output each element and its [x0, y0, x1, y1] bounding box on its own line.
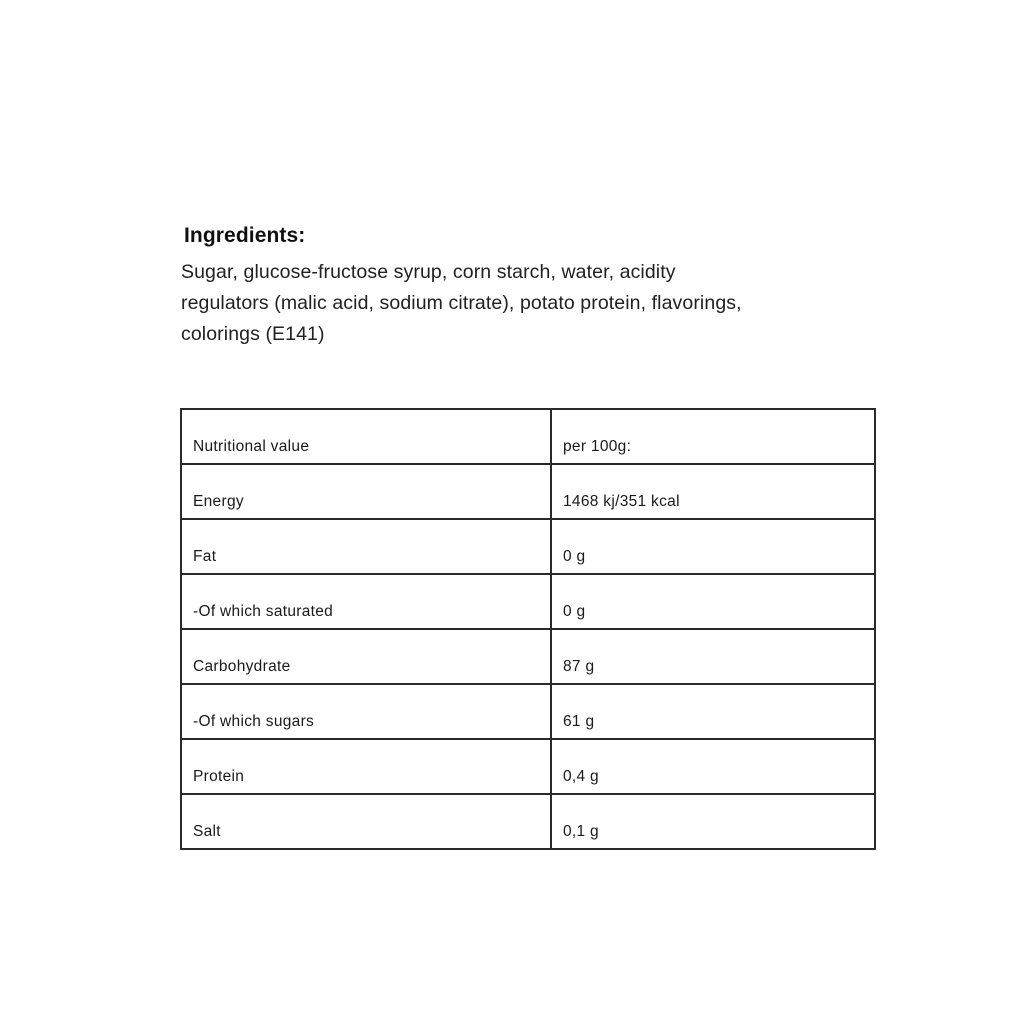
nutrition-row-energy — [181, 464, 875, 519]
nutrient-label: Protein — [181, 739, 551, 794]
per-100g-header: per 100g: — [551, 409, 875, 464]
nutrition-row-carbohydrate — [181, 629, 875, 684]
nutrition-header-row — [181, 409, 875, 464]
nutrient-label: -Of which saturated — [181, 574, 551, 629]
nutrient-value: 1468 kj/351 kcal — [551, 464, 875, 519]
nutrition-row-fat — [181, 519, 875, 574]
nutrient-value: 0 g — [551, 519, 875, 574]
ingredients-line-1: Sugar, glucose-fructose syrup, corn starch, water, acidity — [181, 261, 676, 283]
nutrient-label: Fat — [181, 519, 551, 574]
nutrient-value: 0,1 g — [551, 794, 875, 849]
nutrient-value: 0,4 g — [551, 739, 875, 794]
ingredients-line-3: colorings (E141) — [181, 323, 325, 345]
nutrient-value: 0 g — [551, 574, 875, 629]
nutrition-row-saturated — [181, 574, 875, 629]
ingredients-paragraph — [181, 257, 742, 350]
nutrition-table — [180, 408, 876, 850]
nutrient-label: Carbohydrate — [181, 629, 551, 684]
nutrition-row-protein — [181, 739, 875, 794]
nutrition-row-salt — [181, 794, 875, 849]
nutrient-value: 61 g — [551, 684, 875, 739]
ingredients-heading: Ingredients: — [184, 224, 306, 247]
nutrient-label: -Of which sugars — [181, 684, 551, 739]
nutrition-table-body — [181, 409, 875, 849]
nutrient-value: 87 g — [551, 629, 875, 684]
nutrition-row-sugars — [181, 684, 875, 739]
nutrition-table-title: Nutritional value — [181, 409, 551, 464]
nutrient-label: Energy — [181, 464, 551, 519]
ingredients-line-2: regulators (malic acid, sodium citrate), potato protein, flavorings, — [181, 292, 742, 314]
nutrient-label: Salt — [181, 794, 551, 849]
